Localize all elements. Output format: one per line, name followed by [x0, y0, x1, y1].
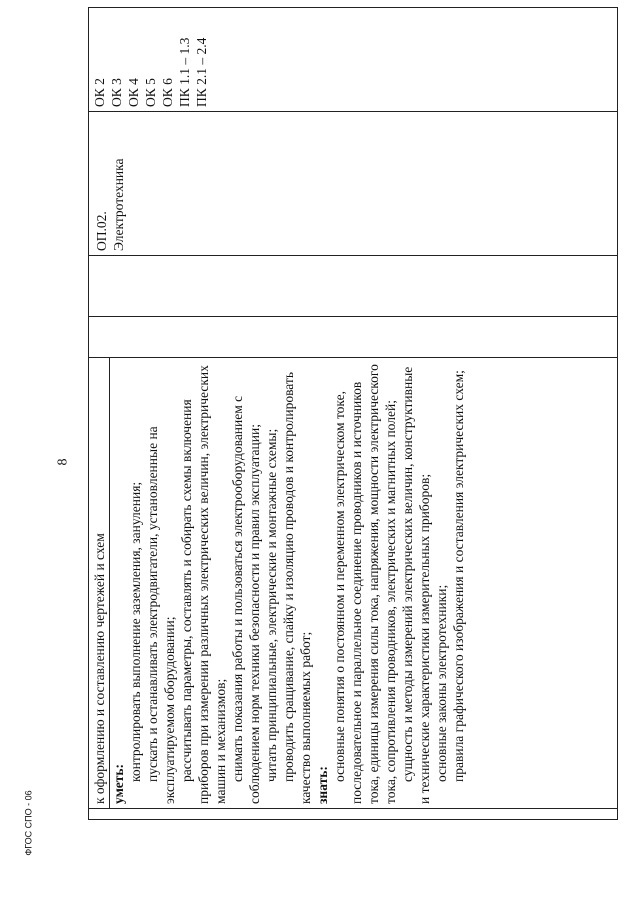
skill-item: рассчитывать параметры, составлять и собирать схемы включения приборов при измерении различных электрических величин, электрических машин и механизмов;	[179, 365, 228, 804]
discipline-name: Электротехника	[111, 158, 126, 251]
content-heading: к оформлению и составлению чертежей и схем	[91, 358, 110, 808]
skill-item: снимать показания работы и пользоваться электрооборудованием с соблюдением норм техники безопасности и правил эксплуатации;	[230, 395, 262, 804]
rotated-table-sheet	[88, 38, 618, 820]
content-cell	[89, 358, 618, 809]
competency-item: ОК 6	[160, 78, 175, 107]
table-row	[89, 8, 618, 820]
skills-label: уметь:	[111, 763, 126, 804]
knowledge-item: основные понятия о постоянном и переменном электрическом токе, последовательное и параллельное соединение проводников и источников тока, единицы измерения силы тока, напряжения, мощности электрического тока, сопротивления проводников, электрических и магнитных полей;	[332, 364, 398, 804]
hours-cell-2	[89, 256, 618, 317]
competency-item: ОК 3	[109, 78, 124, 107]
competency-item: ОК 2	[92, 78, 107, 107]
competency-item: ПК 2.1 – 2.4	[194, 37, 209, 107]
competency-item: ОК 5	[143, 78, 158, 107]
skill-item: читать принципиальные, электрические и монтажные схемы;	[264, 428, 279, 782]
competencies-cell	[89, 8, 618, 112]
curriculum-table	[88, 7, 618, 820]
skill-item: пускать и останавливать электродвигатели, установленные на эксплуатируемом оборудовании;	[145, 426, 177, 804]
discipline-code: ОП.02.	[94, 211, 109, 251]
competency-item: ПК 1.1 – 1.3	[177, 37, 192, 107]
page-number: 8	[55, 458, 71, 466]
knowledge-label: знать:	[315, 766, 330, 804]
knowledge-item: правила графического изображения и составления электрических схем;	[451, 370, 466, 782]
knowledge-item: сущность и методы измерений электрических величин, конструктивные и технические характеристики измерительных приборов;	[400, 366, 432, 804]
hours-cell	[89, 317, 618, 358]
footer-label: ФГОС СПО - 06	[23, 790, 34, 856]
skill-item: контролировать выполнение заземления, зануления;	[128, 481, 143, 782]
index-cell	[89, 809, 618, 820]
discipline-cell	[89, 112, 618, 256]
competency-item: ОК 4	[126, 78, 141, 107]
knowledge-item: основные законы электротехники;	[434, 584, 449, 782]
skill-item: проводить сращивание, спайку и изоляцию проводов и контролировать качество выполняемых работ;	[281, 372, 313, 804]
